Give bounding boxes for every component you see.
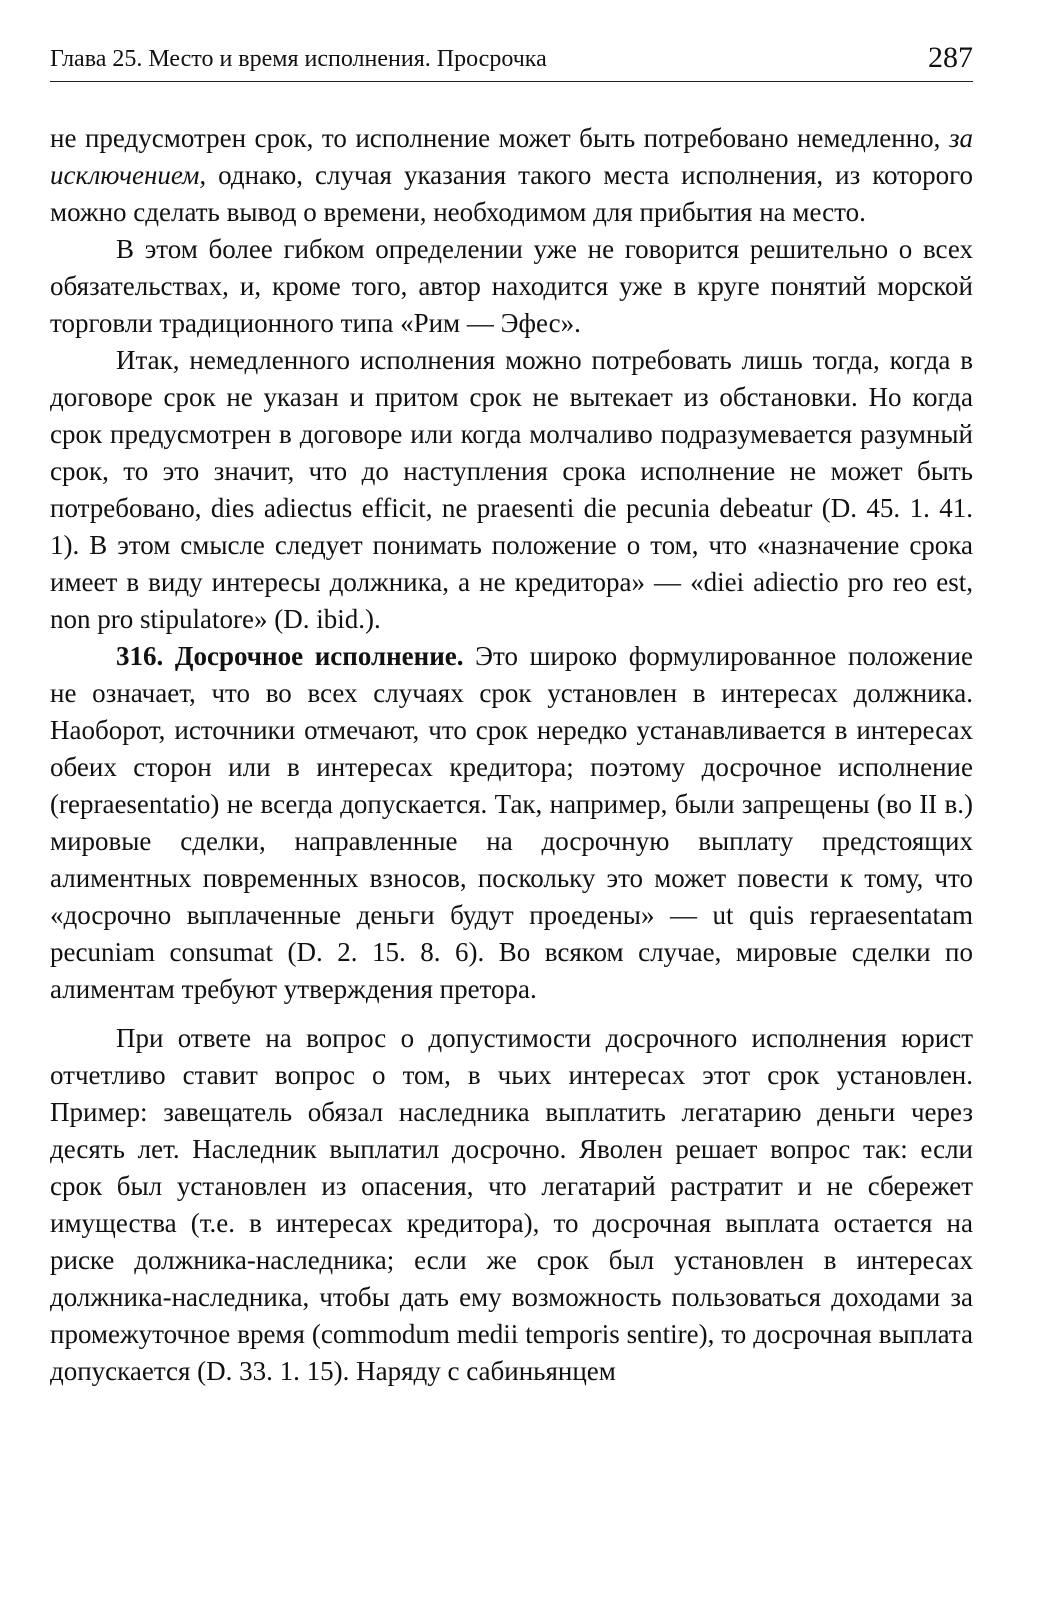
paragraph-5: При ответе на вопрос о допустимости досрочного исполнения юрист отчетливо ставит вопрос о том, в чьих интересах этот срок установлен. Пример: завещатель обязал наследника выплатить легатарию деньги через десять лет. Наследник выплатил досрочно. Яволен решает вопрос так: если срок был установлен из опасения, что легатарий растратит и не сбережет имущества (т.е. в интересах кредитора), то досрочная выплата остается на риске должника-наследника; если же срок был установлен в интересах должника-наследника, чтобы дать ему возможность пользоваться доходами за промежуточное время (commodum medii temporis sentire), то досрочная выплата допускается (D. 33. 1. 15). Наряду с сабиньянцем: [50, 1023, 973, 1386]
running-title: Глава 25. Место и время исполнения. Просрочка: [50, 46, 547, 72]
section-heading: 316. Досрочное исполнение.: [116, 641, 464, 671]
page-body: [50, 120, 973, 1390]
paragraph-1: [50, 120, 973, 231]
paragraph-1-text-a: не предусмотрен срок, то исполнение может быть потребовано немедленно,: [50, 123, 949, 153]
paragraph-4-text: Это широко формулированное положение не означает, что во всех случаях срок установлен в интересах должника. Наоборот, источники отмечают, что срок нередко устанавливается в интересах обеих сторон или в интересах кредитора; поэтому досрочное исполнение (repraesentatio) не всегда допускается. Так, например, были запрещены (во II в.) мировые сделки, направленные на досрочную выплату предстоящих алиментных повременных взносов, поскольку это может повести к тому, что «досрочно выплаченные деньги будут проедены» — ut quis repraesentatam pecuniam consumat (D. 2. 15. 8. 6). Во всяком случае, мировые сделки по алиментам требуют утверждения претора.: [50, 641, 974, 1004]
paragraph-4: [50, 638, 973, 1008]
page-number: 287: [928, 41, 973, 74]
paragraph-2: В этом более гибком определении уже не говорится решительно о всех обязательствах, и, кроме того, автор находится уже в круге понятий морской торговли традиционного типа «Рим — Эфес».: [50, 234, 973, 338]
paragraph-1-italic: за исключением,: [50, 123, 973, 190]
paragraph-1-text-b: однако, случая указания такого места исполнения, из которого можно сделать вывод о времени, необходимом для прибытия на место.: [50, 160, 973, 227]
paragraph-3: Итак, немедленного исполнения можно потребовать лишь тогда, когда в договоре срок не указан и притом срок не вытекает из обстановки. Но когда срок предусмотрен в договоре или когда молчаливо подразумевается разумный срок, то это значит, что до наступления срока исполнение не может быть потребовано, dies adiectus efficit, ne praesenti die pecunia debeatur (D. 45. 1. 41. 1). В этом смысле следует понимать положение о том, что «назначение срока имеет в виду интересы должника, а не кредитора» — «diei adiectio pro reo est, non pro stipulatore» (D. ibid.).: [50, 345, 973, 634]
page-header: [50, 38, 973, 82]
book-page: [50, 38, 973, 1390]
